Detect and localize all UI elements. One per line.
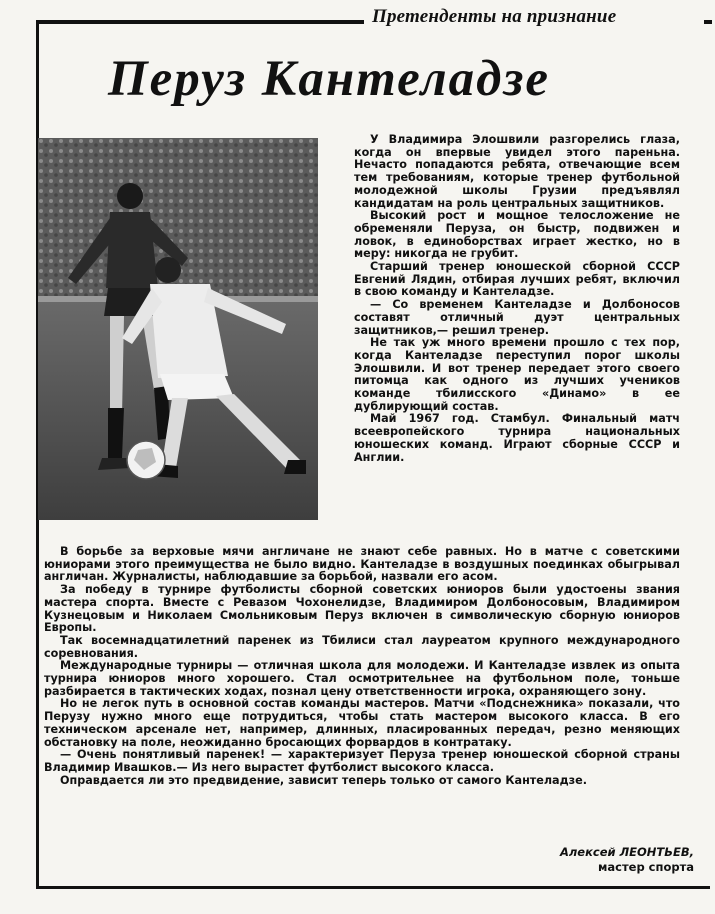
paragraph: Оправдается ли это предвидение, зависит теперь только от самого Кантеладзе. xyxy=(60,773,587,787)
football-photo xyxy=(38,138,318,520)
article-column-full xyxy=(44,546,680,787)
paragraph: Май 1967 год. Стамбул. Финальный матч всеевропейского турнира национальных юношеских команд. Играют сборные СССР и Англии. xyxy=(354,412,680,464)
rubric-rule-right xyxy=(704,20,712,24)
article-headline: Перуз Кантеладзе xyxy=(108,51,551,107)
paragraph: — Со временем Кантеладзе и Долбоносов составят отличный дуэт центральных защитников,— решил тренер. xyxy=(354,298,680,337)
article-column-right xyxy=(354,134,680,464)
football-ball xyxy=(127,441,165,479)
frame-bottom-rule xyxy=(36,886,710,889)
paragraph: — Очень понятливый паренек! — характеризует Перуза тренер юношеской сборной страны Владимир Ивашков.— Из него вырастет футболист высокого класса. xyxy=(44,748,680,774)
rubric-rule-left xyxy=(36,20,364,24)
rubric-label: Претенденты на признание xyxy=(372,6,617,27)
paragraph: Высокий рост и мощное телосложение не обременяли Перуза, он быстр, подвижен и ловок, в единоборствах играет жестко, но в меру: никогда не грубит. xyxy=(354,209,680,261)
paragraph: Международные турниры — отличная школа для молодежи. И Кантеладзе извлек из опыта турнира юниоров много хорошего. Стал осмотрительнее на футбольном поле, тоньше разбирается в тактических ходах, познал цену ответственности игрока, охраняющего зону. xyxy=(44,659,680,698)
paragraph: В борьбе за верховые мячи англичане не знают себе равных. Но в матче с советскими юниорами этого преимущества не было видно. Кантеладзе в воздушных поединках обыгрывал англичан. Журналисты, наблюдавшие за борьбой, назвали его асом. xyxy=(44,545,680,584)
author-name: Алексей ЛЕОНТЬЕВ, xyxy=(559,845,694,859)
paragraph: Но не легок путь в основной состав команды мастеров. Матчи «Подснежника» показали, что Перузу нужно много еще потрудиться, чтобы стать мастером высокого класса. В его техническом арсенале нет, например, длинных, пласированных передач, резно меняющих обстановку на поле, неожиданно бросающих форвардов в контратаку. xyxy=(44,697,680,749)
paragraph: У Владимира Элошвили разгорелись глаза, когда он впервые увидел этого пареньна. Нечасто попадаются ребята, отвечающие всем тем требованиям, которые тренер футбольной молодежной школы Грузии предъявлял кандидатам на роль центральных защитников. xyxy=(354,133,680,210)
author-title: мастер спорта xyxy=(598,860,694,874)
author-signature xyxy=(524,845,694,875)
paragraph: За победу в турнире футболисты сборной советских юниоров были удостоены звания мастера спорта. Вместе с Ревазом Чохонелидзе, Владимиром Долбоносовым, Владимиром Кузнецовым и Николаем Смольниковым Перуз включен в символическую сборную юниоров Европы. xyxy=(44,583,680,635)
paragraph: Старший тренер юношеской сборной СССР Евгений Лядин, отбирая лучших ребят, включил в свою команду и Кантеладзе. xyxy=(354,260,680,299)
paragraph: Не так уж много времени прошло с тех пор, когда Кантеладзе переступил порог школы Элошвили. И вот тренер передает этого своего питомца как одного из лучших учеников команде тбилисского «Динамо» в ее дублирующий состав. xyxy=(354,336,680,413)
paragraph: Так восемнадцатилетний паренек из Тбилиси стал лауреатом крупного международного соревнования. xyxy=(44,633,680,660)
